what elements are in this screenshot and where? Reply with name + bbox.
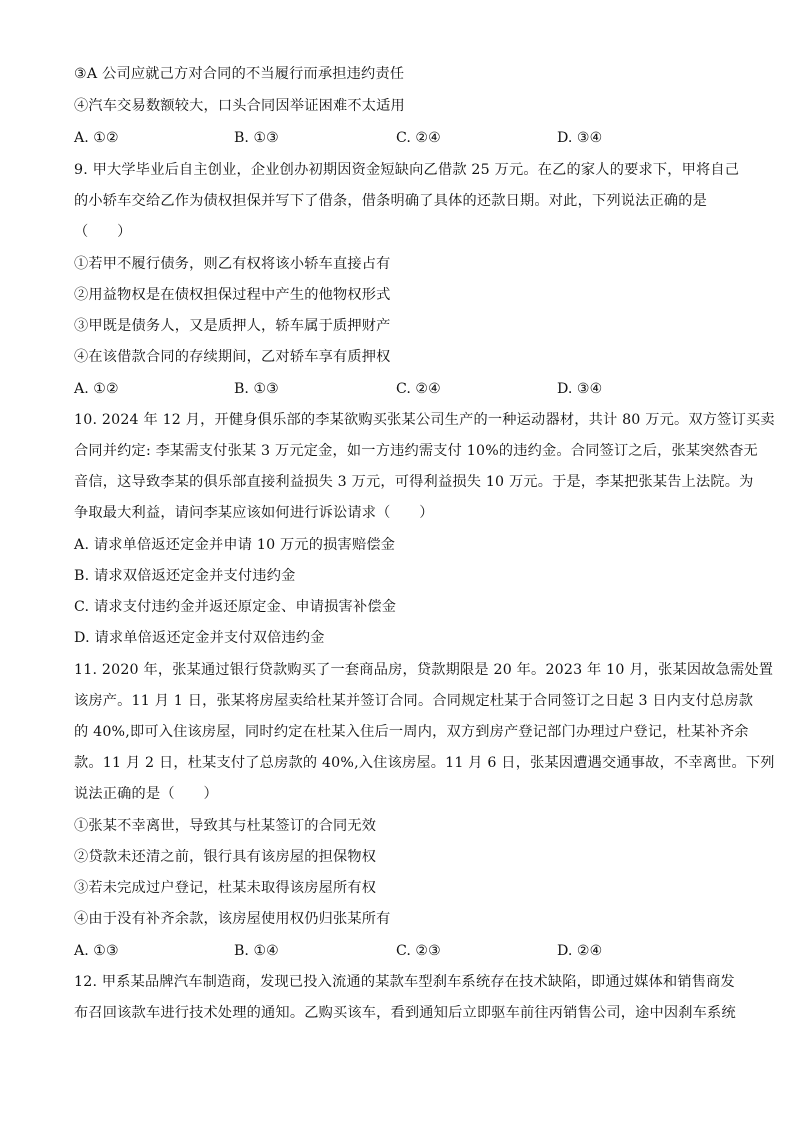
q10-choice-a: A. 请求单倍返还定金并申请 10 万元的损害赔偿金: [74, 537, 396, 553]
q11-item-2: ②贷款未还清之前，银行具有该房屋的担保物权: [74, 849, 377, 865]
q11-stem-line-4: 款。11 月 2 日，杜某支付了总房款的 40%,入住该房屋。11 月 6 日，张某因遭遇交通事故，不幸离世。下列: [74, 755, 775, 771]
q10-choice-c: C. 请求支付违约金并返还原定金、申请损害补偿金: [74, 599, 397, 615]
q11-option-a: A. ①③: [74, 943, 119, 959]
q10-choice-d: D. 请求单倍返还定金并支付双倍违约金: [74, 630, 325, 646]
q11-option-c: C. ②③: [396, 943, 441, 959]
q9-stem-line-3: （ ）: [74, 224, 132, 240]
q11-stem-line-5: 说法正确的是（ ）: [74, 786, 218, 802]
q10-stem-line-3: 音信，这导致李某的俱乐部直接利益损失 3 万元，可得利益损失 10 万元。于是，李某把张某告上法院。为: [74, 474, 754, 490]
q9-item-1: ①若甲不履行债务，则乙有权将该小轿车直接占有: [74, 256, 391, 272]
q10-stem-line-1: 10. 2024 年 12 月，开健身俱乐部的李某欲购买张某公司生产的一种运动器材，共计 80 万元。双方签订买卖: [74, 412, 775, 428]
q8-option-a: A. ①②: [74, 130, 119, 146]
q9-stem-line-2: 的小轿车交给乙作为债权担保并写下了借条，借条明确了具体的还款日期。对此，下列说法正确的是: [74, 193, 708, 209]
q8-option-d: D. ③④: [557, 130, 603, 146]
q8-option-b: B. ①③: [234, 130, 279, 146]
q9-item-3: ③甲既是债务人，又是质押人，轿车属于质押财产: [74, 318, 391, 334]
q9-option-c: C. ②④: [396, 381, 441, 397]
q9-option-b: B. ①③: [234, 381, 279, 397]
q10-choice-b: B. 请求双倍返还定金并支付违约金: [74, 568, 296, 584]
q11-stem-line-3: 的 40%,即可入住该房屋，同时约定在杜某入住后一周内，双方到房产登记部门办理过户登记，杜某补齐余: [74, 724, 749, 740]
q9-option-d: D. ③④: [557, 381, 603, 397]
q12-stem-line-1: 12. 甲系某品牌汽车制造商，发现已投入流通的某款车型刹车系统存在技术缺陷，即通过媒体和销售商发: [74, 974, 735, 990]
q11-item-1: ①张某不幸离世，导致其与杜某签订的合同无效: [74, 818, 377, 834]
q9-option-a: A. ①②: [74, 381, 119, 397]
q11-stem-line-1: 11. 2020 年，张某通过银行贷款购买了一套商品房，贷款期限是 20 年。2023 年 10 月，张某因故急需处置: [74, 662, 774, 678]
q10-stem-line-2: 合同并约定: 李某需支付张某 3 万元定金，如一方违约需支付 10%的违约金。合同签订之后，张某突然杳无: [74, 443, 758, 459]
q10-stem-line-4: 争取最大利益，请问李某应该如何进行诉讼请求（ ）: [74, 505, 434, 521]
q11-item-4: ④由于没有补齐余款，该房屋使用权仍归张某所有: [74, 911, 391, 927]
q9-item-2: ②用益物权是在债权担保过程中产生的他物权形式: [74, 287, 391, 303]
q11-option-d: D. ②④: [557, 943, 603, 959]
q11-stem-line-2: 该房产。11 月 1 日，张某将房屋卖给杜某并签订合同。合同规定杜某于合同签订之日起 3 日内支付总房款: [74, 693, 754, 709]
q9-stem-line-1: 9. 甲大学毕业后自主创业，企业创办初期因资金短缺向乙借款 25 万元。在乙的家人的要求下，甲将自己: [74, 162, 740, 178]
q11-option-b: B. ①④: [234, 943, 279, 959]
q8-item-4: ④汽车交易数额较大，口头合同因举证困难不太适用: [74, 98, 405, 114]
q9-item-4: ④在该借款合同的存续期间，乙对轿车享有质押权: [74, 349, 391, 365]
q8-item-3: ③A 公司应就己方对合同的不当履行而承担违约责任: [74, 66, 405, 82]
q8-option-c: C. ②④: [396, 130, 441, 146]
q12-stem-line-2: 布召回该款车进行技术处理的通知。乙购买该车，看到通知后立即驱车前往丙销售公司，途中因刹车系统: [74, 1005, 736, 1021]
q11-item-3: ③若未完成过户登记，杜某未取得该房屋所有权: [74, 880, 377, 896]
